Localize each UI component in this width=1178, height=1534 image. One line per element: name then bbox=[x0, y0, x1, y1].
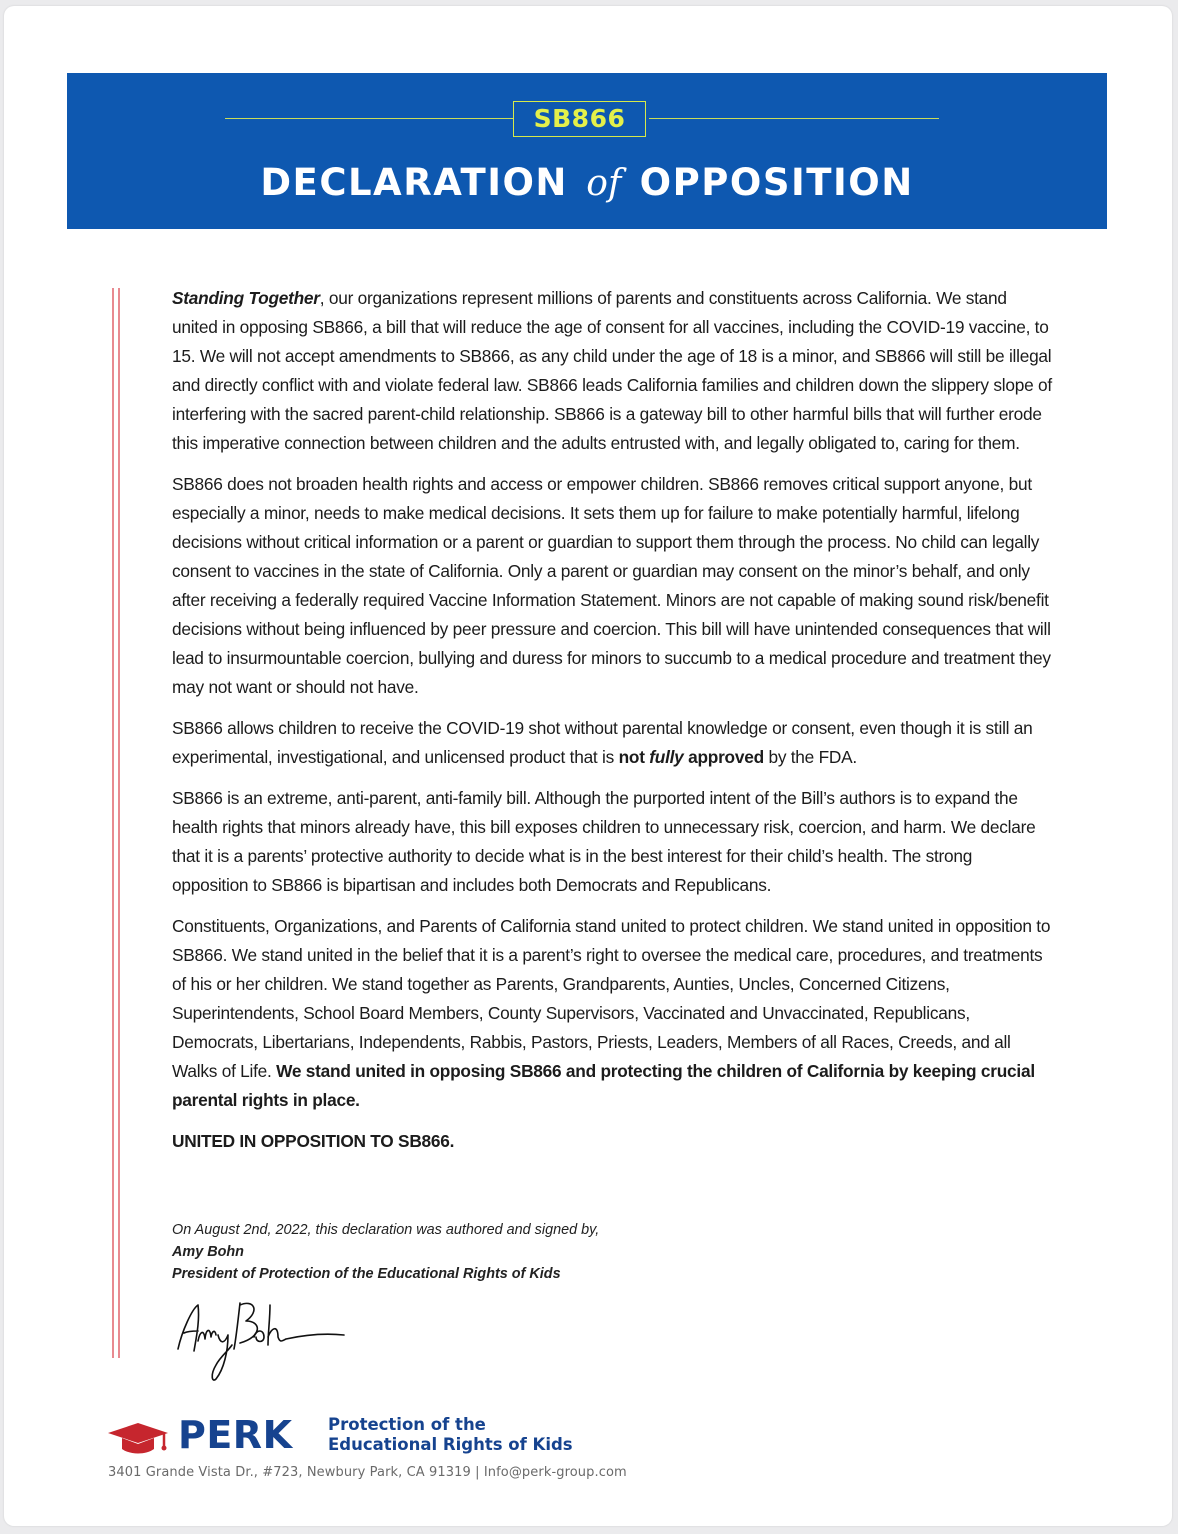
paragraph-text-end: by the FDA. bbox=[763, 747, 857, 767]
paragraph-2: SB866 does not broaden health rights and access or empower children. SB866 removes critical support anyone, but especially a minor, needs to make medical decisions. It sets them up for failure to make potentially harmful, lifelong decisions without critical information or a parent or guardian to support them through the process. No child can legally consent to vaccines in the state of California. Only a parent or guardian may consent on the minor’s behalf, and only after receiving a federally required Vaccine Information Statement. Minors are not capable of making sound risk/benefit decisions without being influenced by peer pressure and coercion. This bill will have unintended consequences that will lead to insurmountable coercion, bullying and duress for minors to succumb to a medical procedure and treatment they may not want or should not have. bbox=[172, 474, 1051, 697]
signer-role: President of Protection of the Educational Rights of Kids bbox=[172, 1266, 561, 1282]
perk-wordmark: PERK bbox=[178, 1413, 293, 1457]
paragraph-text: Constituents, Organizations, and Parents of California stand united to protect children. We stand united in opposition to SB866. We stand united in the belief that it is a parent’s right to oversee the medical care, procedures, and treatments of his or her children. We stand together as Parents, Grandparents, Aunties, Uncles, Concerned Citizens, Superintendents, School Board Members, County Supervisors, Vaccinated and Unvaccinated, Republicans, Democrats, Libertarians, Independents, Rabbis, Pastors, Priests, Leaders, Members of all Races, Creeds, and all Walks of Life. bbox=[172, 916, 1051, 1081]
declaration-body bbox=[172, 284, 1052, 1156]
margin-rule bbox=[112, 288, 114, 1358]
paragraph-text: , our organizations represent millions of parents and constituents across California. We stand united in opposing SB866, a bill that will reduce the age of consent for all vaccines, including the COVID-19 vaccine, to 15. We will not accept amendments to SB866, as any child under the age of 18 is a minor, and SB866 will still be illegal and directly conflict with and violate federal law. SB866 leads California families and children down the slippery slope of interfering with the sacred parent-child relationship. SB866 is a gateway bill to other harmful bills that will further erode this imperative connection between children and the adults entrusted with, and legally obligated to, caring for them. bbox=[172, 288, 1052, 453]
emphasis-fully: fully bbox=[649, 747, 684, 767]
title-part-2: OPPOSITION bbox=[639, 161, 914, 204]
margin-rule bbox=[118, 288, 120, 1358]
paragraph-5 bbox=[172, 912, 1052, 1115]
perk-logo bbox=[106, 1411, 626, 1461]
emphasis-not: not bbox=[618, 747, 645, 767]
banner-divider-left bbox=[225, 118, 513, 119]
signer-name: Amy Bohn bbox=[172, 1244, 244, 1260]
bill-badge: SB866 bbox=[513, 101, 646, 137]
signature-block bbox=[172, 1219, 599, 1285]
header-banner bbox=[67, 73, 1107, 229]
authored-line: On August 2nd, 2022, this declaration was authored and signed by, bbox=[172, 1222, 600, 1238]
handwritten-signature bbox=[174, 1291, 354, 1386]
emphasis-approved: approved bbox=[688, 747, 764, 767]
tagline-line-2: Educational Rights of Kids bbox=[328, 1435, 573, 1454]
footer-address: 3401 Grande Vista Dr., #723, Newbury Park, CA 91319 | Info@perk-group.com bbox=[108, 1465, 627, 1480]
tagline-line-1: Protection of the bbox=[328, 1415, 486, 1434]
banner-divider-right bbox=[649, 118, 939, 119]
document-page bbox=[4, 6, 1172, 1526]
paragraph-text: SB866 allows children to receive the COVID-19 shot without parental knowledge or consent, even though it is still an experimental, investigational, and unlicensed product that is bbox=[172, 718, 1033, 767]
paragraph-bold-statement: We stand united in opposing SB866 and protecting the children of California by keeping crucial parental rights in place. bbox=[172, 1061, 1035, 1110]
closing-statement: UNITED IN OPPOSITION TO SB866. bbox=[172, 1131, 455, 1151]
paragraph-1 bbox=[172, 284, 1052, 458]
paragraph-4: SB866 is an extreme, anti-parent, anti-family bill. Although the purported intent of the Bill’s authors is to expand the health rights that minors already have, this bill exposes children to unnecessary risk, coercion, and harm. We declare that it is a parents’ protective authority to decide what is in the best interest for their child’s health. The strong opposition to SB866 is bipartisan and includes both Democrats and Republicans. bbox=[172, 788, 1036, 895]
document-title bbox=[67, 161, 1107, 206]
perk-tagline bbox=[328, 1415, 573, 1455]
paragraph-lead: Standing Together bbox=[172, 288, 320, 308]
title-of: of bbox=[586, 163, 622, 204]
graduation-cap-icon bbox=[106, 1421, 170, 1455]
paragraph-3 bbox=[172, 714, 1052, 772]
title-part-1: DECLARATION bbox=[260, 161, 568, 204]
